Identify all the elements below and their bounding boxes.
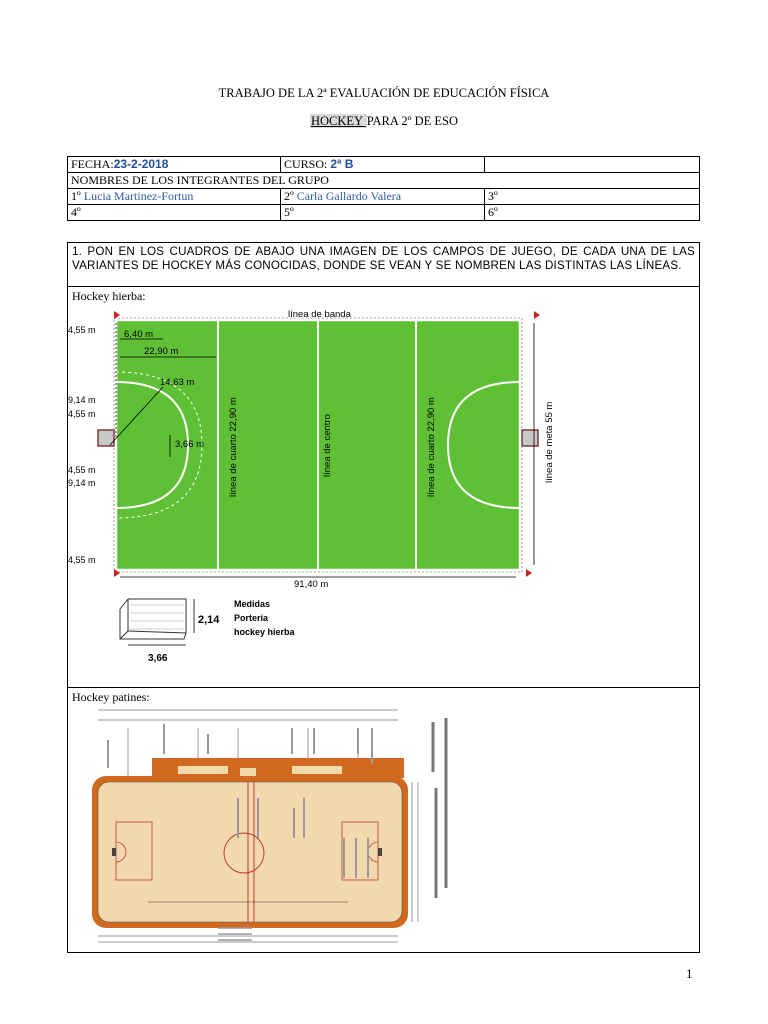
member-name: Carla Gallardo Valera (296, 189, 402, 203)
roller-hockey-diagram (68, 688, 699, 952)
label-1463: 14,63 m (160, 377, 195, 388)
label-2290: 22,90 m (144, 346, 179, 357)
field-hockey-label: Hockey hierba: (72, 289, 146, 303)
member-num: 3º (488, 189, 498, 203)
label-cuarto-1: línea de cuarto 22,90 m (228, 397, 239, 497)
member-name: Lucia Martinez-Fortun (83, 189, 194, 203)
table (240, 768, 256, 776)
member-cell-6 (485, 205, 700, 221)
corner-flag (526, 569, 532, 577)
member-cell-3 (485, 189, 700, 205)
label-cuarto-2: línea de cuarto 22,90 m (426, 397, 437, 497)
label-455d: 4,55 m (68, 555, 96, 565)
goal-right (378, 848, 382, 856)
page-number: 1 (686, 966, 693, 981)
fecha-label: FECHA: (71, 157, 114, 171)
empty-cell (485, 157, 700, 173)
label-banda: línea de banda (288, 309, 351, 320)
goal-drawing (120, 599, 194, 645)
goal-medidas: Medidas (234, 599, 271, 609)
fecha-value: 23-2-2018 (113, 157, 169, 171)
document-subtitle (0, 114, 768, 129)
member-cell-5 (281, 205, 485, 221)
bottom-annotations (218, 928, 252, 940)
roller-hockey-section (68, 688, 699, 952)
corner-flag (534, 311, 540, 319)
question-box (67, 242, 700, 953)
goal-right (522, 430, 538, 446)
goal-porteria: Portería (234, 613, 269, 623)
member-num: 6º (488, 205, 498, 219)
member-num: 1º (71, 189, 81, 203)
bench (178, 766, 228, 774)
goal-width-label: 3,66 (148, 653, 168, 664)
label-455a: 4,55 m (68, 325, 96, 335)
label-640: 6,40 m (124, 329, 154, 340)
field-hockey-diagram (68, 287, 699, 688)
member-cell-4 (68, 205, 281, 221)
subtitle-rest: PARA 2º DE ESO (366, 114, 459, 128)
curso-value: 2ª B (330, 157, 354, 171)
rotated-annotations (433, 718, 446, 898)
bench (292, 766, 342, 774)
integrantes-label: NOMBRES DE LOS INTEGRANTES DEL GRUPO (68, 173, 700, 189)
document-title: TRABAJO DE LA 2ª EVALUACIÓN DE EDUCACIÓN FÍSICA (218, 86, 550, 100)
label-914b: 9,14 m (68, 478, 96, 488)
label-meta: línea de meta 55 m (544, 401, 555, 483)
goal-net (130, 605, 184, 629)
member-cell-1 (68, 189, 281, 205)
label-366: 3,66 m (175, 439, 205, 450)
fecha-cell (68, 157, 281, 173)
label-455c: 4,55 m (68, 465, 96, 475)
question-text: 1. PON EN LOS CUADROS DE ABAJO UNA IMAGEN DE LOS CAMPOS DE JUEGO, DE CADA UNA DE LAS VARIANTES DE HOCKEY MÁS CONOCIDAS, DONDE SE VEAN Y SE NOMBREN LAS DISTINTAS LAS LÍNEAS. (68, 243, 699, 287)
member-num: 4º (71, 205, 81, 219)
label-914a: 9,14 m (68, 395, 96, 405)
curso-label: CURSO: (284, 157, 331, 171)
member-num: 2º (284, 189, 294, 203)
label-centro: línea de centro (322, 414, 333, 477)
subtitle-highlight: HOCKEY (310, 114, 366, 128)
goal-height-label: 2,14 (198, 614, 220, 626)
goal-hockey: hockey hierba (234, 627, 295, 637)
member-cell-2 (281, 189, 485, 205)
member-num: 5º (284, 205, 294, 219)
roller-hockey-label: Hockey patines: (72, 690, 150, 704)
curso-cell (281, 157, 485, 173)
label-455b: 4,55 m (68, 409, 96, 419)
label-9140: 91,40 m (294, 579, 329, 590)
info-table (67, 156, 700, 221)
goal-left (112, 848, 116, 856)
goal-base (128, 631, 186, 633)
field-hockey-section (68, 287, 699, 688)
